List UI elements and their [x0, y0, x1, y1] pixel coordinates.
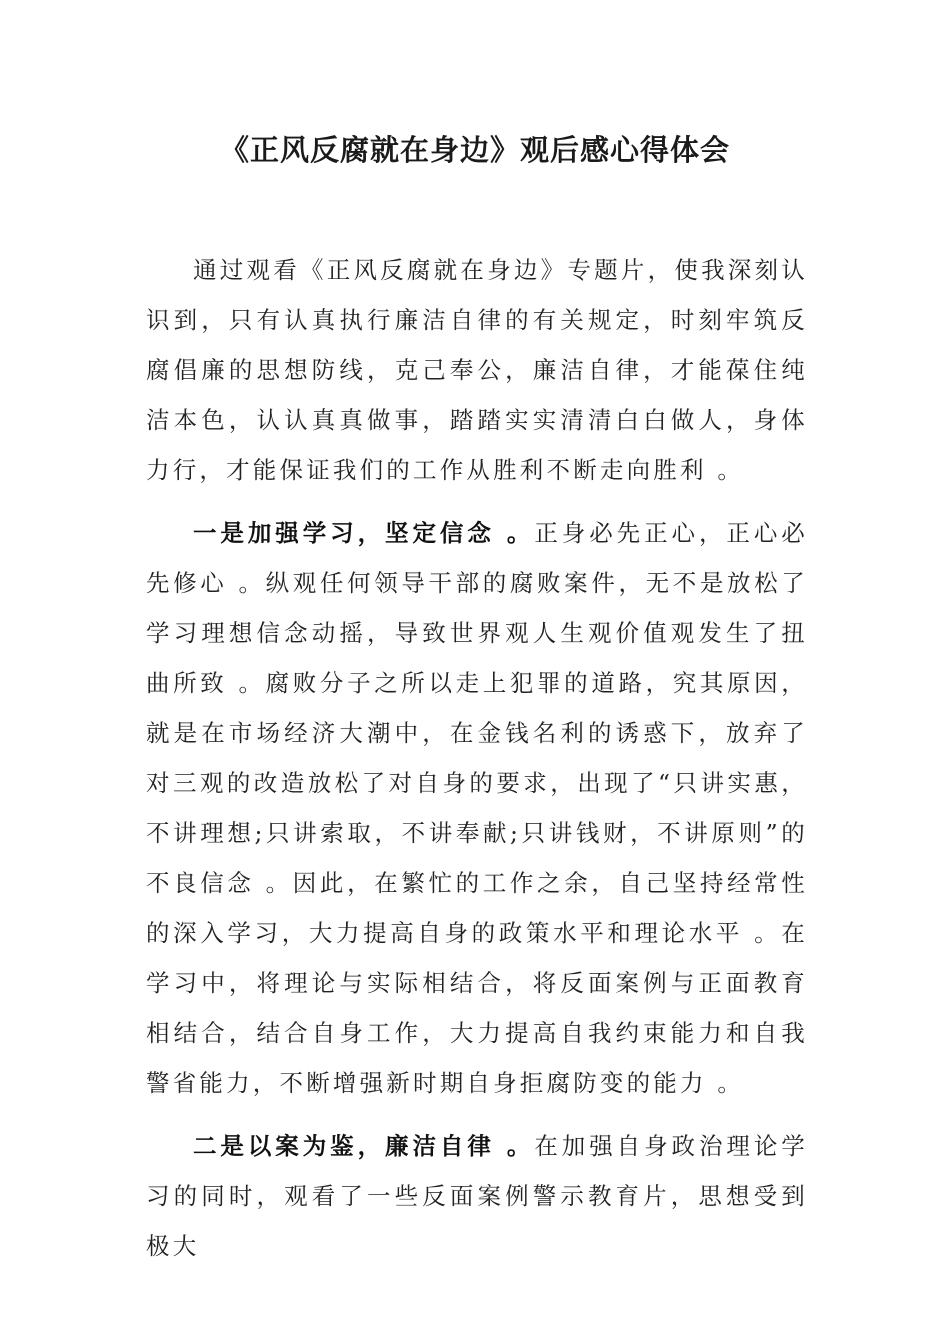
paragraph-lead-heading: 二是以案为鉴，廉洁自律 。 [193, 1132, 535, 1160]
paragraph-text: 正身必先正心，正心必先修心 。纵观任何领导干部的腐败案件，无不是放松了学习理想信念动摇，导致世界观人生观价值观发生了扭曲所致 。腐败分子之所以走上犯罪的道路，究其原因，就是在市场经济大潮中，在金钱名利的诱惑下，放弃了对三观的改造放松了对自身的要求，出现了“只讲实惠，不讲理想;只讲索取，不讲奉献;只讲钱财，不讲原则”的不良信念 。因此，在繁忙的工作之余，自己坚持经常性的深入学习，大力提高自身的政策水平和理论水平 。在学习中，将理论与实际相结合，将反面案例与正面教育相结合，结合自身工作，大力提高自我约束能力和自我警省能力，不断增强新时期自身拒腐防变的能力 。 [146, 519, 809, 1097]
document-body [146, 245, 808, 1284]
paragraph-lead-heading: 一是加强学习，坚定信念 。 [193, 519, 535, 547]
paragraph-intro [146, 245, 808, 495]
paragraph-point-two [146, 1121, 808, 1271]
paragraph-text: 在加强自身政治理论学习的同时，观看了一些反面案例警示教育片，思想受到极大 [146, 1132, 809, 1260]
paragraph-point-one [146, 508, 808, 1108]
document-title: 《正风反腐就在身边》观后感心得体会 [219, 133, 730, 167]
paragraph-text: 通过观看《正风反腐就在身边》专题片，使我深刻认识到，只有认真执行廉洁自律的有关规定，时刻牢筑反腐倡廉的思想防线，克己奉公，廉洁自律，才能葆住纯洁本色，认认真真做事，踏踏实实清清白白做人，身体力行，才能保证我们的工作从胜利不断走向胜利 。 [146, 256, 808, 484]
